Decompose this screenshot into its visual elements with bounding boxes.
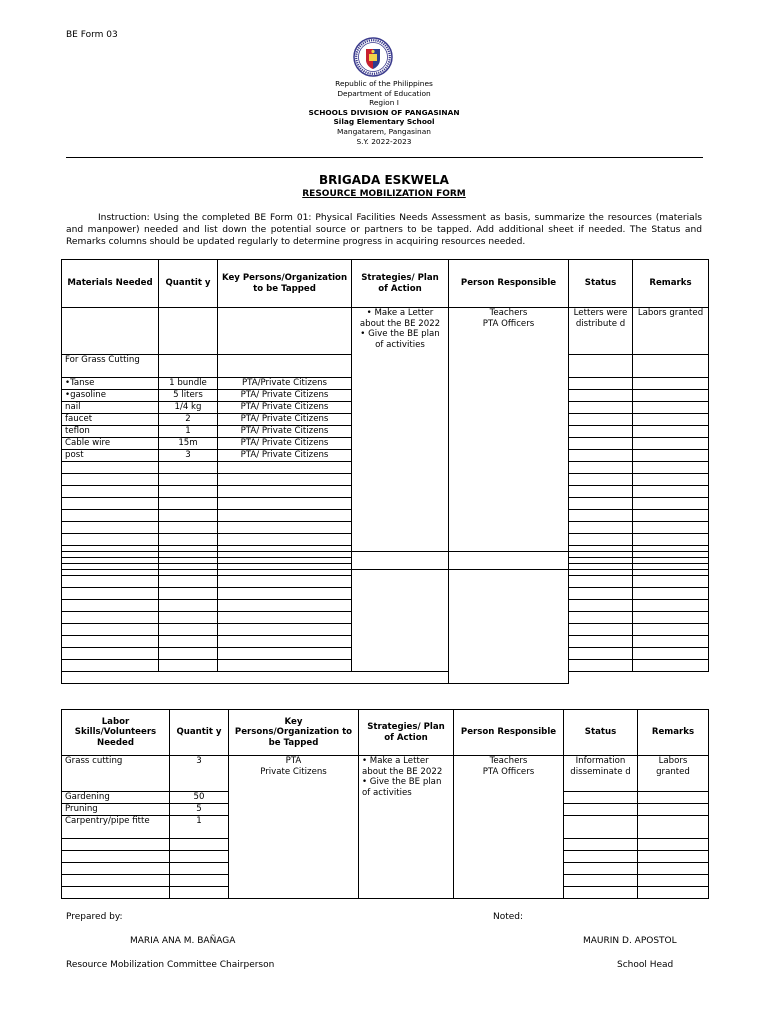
header-person-responsible: Person Responsible (454, 710, 564, 756)
table-row: Grass cutting 3 PTA Private Citizens • Make a Letter about the BE 2022 • Give the BE plan of activities Teachers PTA Officers Information disseminate d Labors granted (62, 756, 709, 792)
noted-title: School Head (617, 960, 674, 970)
header-remarks: Remarks (633, 260, 709, 308)
table-row (62, 672, 709, 684)
table-row: faucet 2 PTA/ Private Citizens (62, 414, 709, 426)
prepared-by-title: Resource Mobilization Committee Chairperson (66, 960, 275, 970)
table-row (62, 308, 709, 355)
header-materials: Materials Needed (62, 260, 159, 308)
header-divider (66, 157, 703, 158)
table-row: teflon 1 PTA/ Private Citizens (62, 426, 709, 438)
table-row: Pruning 5 (62, 804, 709, 816)
strategy-item: • Give the BE plan of activities (362, 777, 442, 798)
table-row: Gardening 50 (62, 792, 709, 804)
strategy-item: • Make a Letter about the BE 2022 (362, 756, 443, 777)
person-responsible-cell: Teachers PTA Officers (449, 308, 569, 570)
header-labor-skills: Labor Skills/Volunteers Needed (62, 710, 170, 756)
prepared-by-label: Prepared by: (66, 912, 123, 922)
materials-continuation-table (61, 551, 709, 684)
header-division: SCHOOLS DIVISION OF PANGASINAN (308, 107, 460, 117)
header-key-persons: Key Persons/Organization to be Tapped (229, 710, 359, 756)
header-status: Status (569, 260, 633, 308)
labor-person-responsible-cell: Teachers PTA Officers (454, 756, 564, 899)
strategies-cell (352, 308, 449, 570)
strategy-item: • Give the BE plan of activities (360, 329, 440, 350)
noted-label: Noted: (493, 912, 524, 922)
strategy-item: • Make a Letter about the BE 2022 (359, 308, 441, 329)
instruction-paragraph: Instruction: Using the completed BE Form 01: Physical Facilities Needs Assessment as basis, summarize the resources (materials and manpower) needed and list down the potential source or partners to be tapped. Add additional sheet if needed. The Status and Remarks columns should be updated regularly to determine progress in acquiring resources needed. (66, 213, 702, 247)
header-quantity: Quantit y (170, 710, 229, 756)
table-row: •Tanse 1 bundle PTA/Private Citizens (62, 378, 709, 390)
header-remarks: Remarks (638, 710, 709, 756)
header-school: Silag Elementary School (333, 117, 435, 127)
table-row: Carpentry/pipe fitte 1 (62, 816, 709, 839)
header-strategies: Strategies/ Plan of Action (352, 260, 449, 308)
table-row: Cable wire 15m PTA/ Private Citizens (62, 438, 709, 450)
labor-status-cell: Information disseminate d (564, 756, 638, 792)
group-label: For Grass Cutting (62, 355, 159, 378)
labor-remarks-cell: Labors granted (638, 756, 709, 792)
header-quantity: Quantit y (159, 260, 218, 308)
header-status: Status (564, 710, 638, 756)
header-address: Mangatarem, Pangasinan (337, 126, 431, 136)
labor-strategies-cell (359, 756, 454, 899)
status-cell: Letters were distribute d (569, 308, 633, 355)
form-number: BE Form 03 (66, 30, 118, 40)
header-country: Republic of the Philippines (335, 79, 433, 88)
letterhead (0, 79, 768, 146)
labor-table (61, 709, 709, 899)
labor-key-persons-cell: PTA Private Citizens (229, 756, 359, 899)
remarks-cell: Labors granted (633, 308, 709, 355)
materials-table (61, 259, 709, 570)
header-region: Region I (369, 98, 399, 108)
noted-name: MAURIN D. APOSTOL (583, 936, 677, 946)
header-department: Department of Education (337, 88, 431, 98)
deped-seal-logo (353, 37, 393, 77)
table-row (62, 552, 709, 564)
labor-header-row (62, 710, 709, 756)
table-row: •gasoline 5 liters PTA/ Private Citizens (62, 390, 709, 402)
document-title: BRIGADA ESKWELA (319, 173, 449, 187)
header-person-responsible: Person Responsible (449, 260, 569, 308)
table-row: nail 1/4 kg PTA/ Private Citizens (62, 402, 709, 414)
header-strategies: Strategies/ Plan of Action (359, 710, 454, 756)
prepared-by-name: MARIA ANA M. BAÑAGA (130, 936, 236, 946)
header-school-year: S.Y. 2022-2023 (356, 136, 412, 146)
header-key-persons: Key Persons/Organization to be Tapped (218, 260, 352, 308)
materials-header-row (62, 260, 709, 308)
document-subtitle: RESOURCE MOBILIZATION FORM (302, 189, 466, 199)
table-row: post 3 PTA/ Private Citizens (62, 450, 709, 462)
